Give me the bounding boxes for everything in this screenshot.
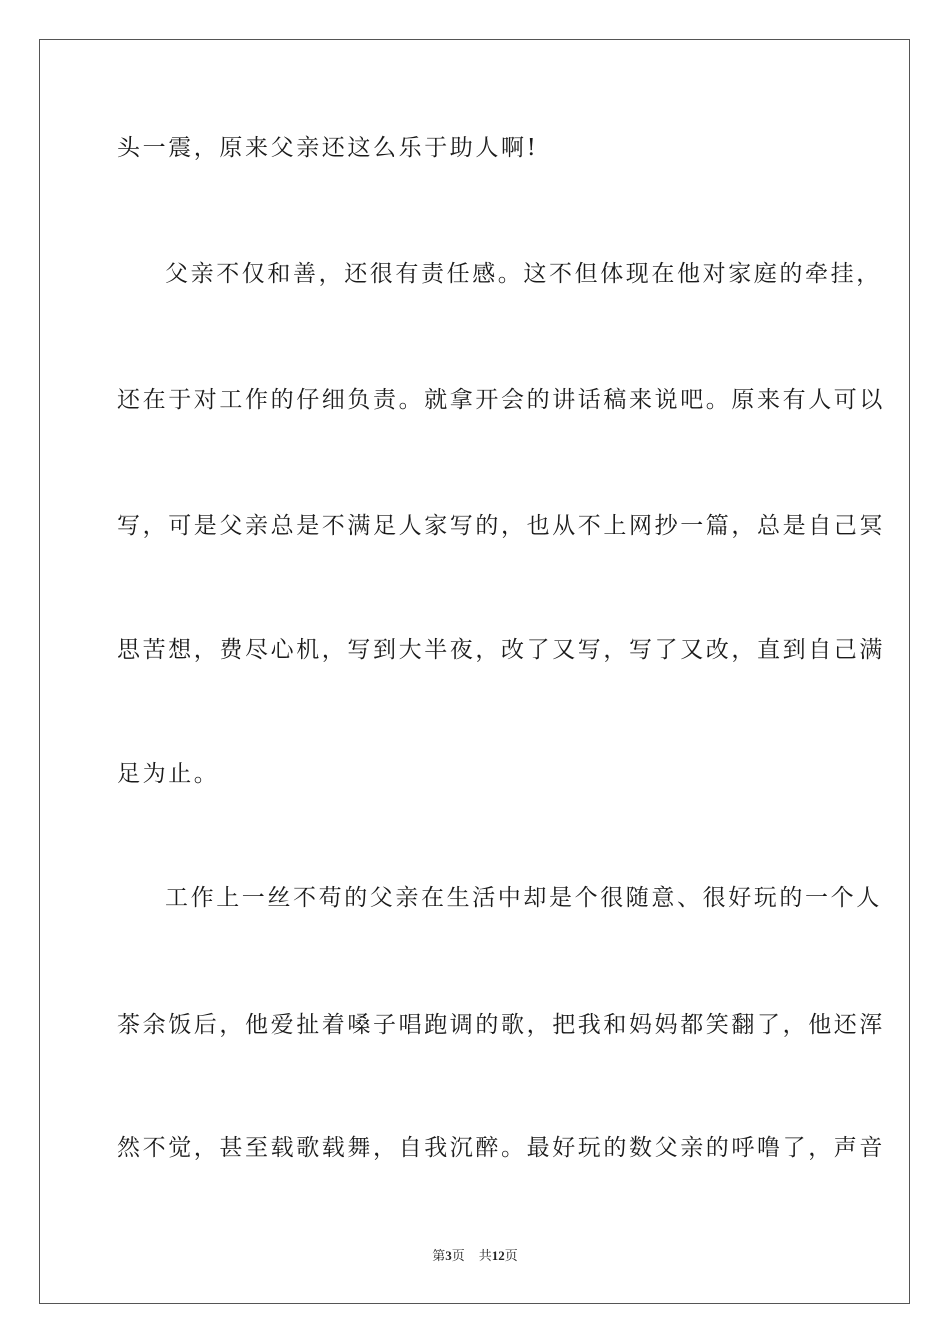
page-prefix: 第 xyxy=(432,1249,446,1264)
paragraph-2-line-5: 足为止。 xyxy=(117,761,220,787)
paragraph-3-line-1: 工作上一丝不苟的父亲在生活中却是个很随意、很好玩的一个人 xyxy=(165,885,882,911)
page-footer xyxy=(0,1247,950,1266)
paragraph-3-line-2: 茶余饭后，他爱扯着嗓子唱跑调的歌，把我和妈妈都笑翻了，他还浑 xyxy=(117,1012,885,1038)
total-suffix: 页 xyxy=(504,1249,518,1264)
paragraph-2-line-4: 思苦想，费尽心机，写到大半夜，改了又写，写了又改，直到自己满 xyxy=(117,637,885,663)
paragraph-2-line-1: 父亲不仅和善，还很有责任感。这不但体现在他对家庭的牵挂， xyxy=(165,261,882,287)
total-pages: 12 xyxy=(491,1248,505,1263)
total-prefix: 共 xyxy=(478,1249,492,1264)
page-number: 3 xyxy=(445,1248,452,1263)
page-border xyxy=(39,39,910,1304)
paragraph-2-line-2: 还在于对工作的仔细负责。就拿开会的讲话稿来说吧。原来有人可以 xyxy=(117,387,885,413)
paragraph-2-line-3: 写，可是父亲总是不满足人家写的，也从不上网抄一篇，总是自己冥 xyxy=(117,513,885,539)
text-line-1: 头一震，原来父亲还这么乐于助人啊! xyxy=(117,135,539,161)
page-suffix: 页 xyxy=(451,1249,465,1264)
paragraph-3-line-3: 然不觉，甚至载歌载舞，自我沉醉。最好玩的数父亲的呼噜了，声音 xyxy=(117,1135,885,1161)
